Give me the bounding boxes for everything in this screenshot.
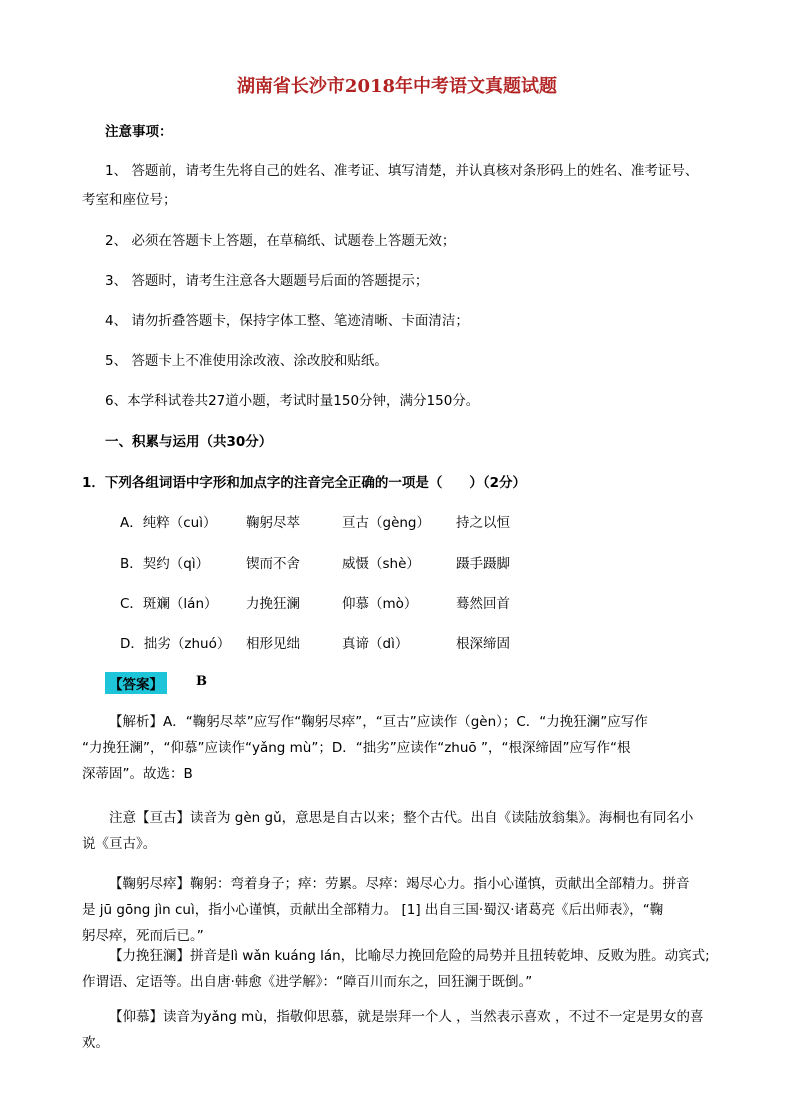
option-a-word2: 鞠躬尽萃 — [246, 515, 300, 531]
note-jugong-line-1: 【鞠躬尽瘁】鞠躬：弯着身子；瘁：劳累。尽瘁：竭尽心力。指小心谨慎，贡献出全部精力。拼音 — [109, 876, 690, 892]
analysis-line-3: 深蒂固”。故选：B — [82, 766, 193, 782]
note-liwan-line-2: 作谓语、定语等。出自唐·韩愈《进学解》：“障百川而东之，回狂澜于既倒。” — [82, 974, 533, 990]
page-title: 湖南省长沙市2018年中考语文真题试题 — [236, 76, 558, 97]
notice-item-6: 6、本学科试卷共27道小题，考试时量150分钟，满分150分。 — [105, 393, 480, 409]
note-gengu — [82, 805, 722, 857]
note-gengu-line-1: 注意【亘古】读音为 gèn gǔ，意思是自古以来；整个古代。出自《读陆放翁集》。海桐也有同名小 — [109, 810, 694, 826]
notice-item-4: 4、 请勿折叠答题卡，保持字体工整、笔迹清晰、卡面清洁； — [105, 313, 469, 329]
analysis-line-1: 【解析】A．“鞠躬尽萃”应写作“鞠躬尽瘁”，“亘古”应读作（gèn）；C．“力挽狂澜”应写作 — [109, 714, 648, 730]
option-b-word2: 锲而不舍 — [246, 556, 300, 572]
answer-value: B — [196, 674, 207, 689]
answer-label: 【答案】 — [105, 672, 167, 694]
option-b-word3: 威慑（shè） — [342, 556, 420, 572]
option-c-text: C．斑斓（lán） — [120, 596, 218, 612]
option-d-word2: 相形见绌 — [246, 636, 300, 652]
option-d-word3: 真谛（dì） — [342, 636, 409, 652]
option-b-text: B．契约（qì） — [120, 556, 210, 572]
note-jugong-line-2: 是 jū gōng jìn cuì，指小心谨慎，贡献出全部精力。 [1] 出自三国·蜀汉·诸葛亮《后出师表》，“鞠 — [82, 902, 664, 918]
notice-item-5: 5、 答题卡上不准使用涂改液、涂改胶和贴纸。 — [105, 353, 388, 369]
analysis-paragraph — [82, 709, 722, 787]
question-1: 1．下列各组词语中字形和加点字的注音完全正确的一项是（ ）（2分） — [82, 475, 527, 491]
notice-heading: 注意事项： — [105, 124, 173, 140]
note-liwan — [82, 943, 722, 995]
option-a-word4: 持之以恒 — [456, 515, 510, 531]
note-jugong-line-3: 躬尽瘁，死而后已。” — [82, 928, 204, 944]
note-yangmu — [82, 1004, 722, 1056]
option-a-text: A．纯粹（cuì） — [120, 515, 217, 531]
note-jugong — [82, 871, 722, 949]
option-d-word4: 根深缔固 — [456, 636, 510, 652]
notice-item-3: 3、 答题时，请考生注意各大题题号后面的答题提示； — [105, 273, 429, 289]
notice-item-2: 2、 必须在答题卡上答题，在草稿纸、试题卷上答题无效； — [105, 233, 456, 249]
section-heading: 一、积累与运用（共30分） — [105, 434, 273, 450]
option-c-word2: 力挽狂澜 — [246, 596, 300, 612]
option-c-word3: 仰慕（mò） — [342, 596, 418, 612]
notice-item-1-cont: 考室和座位号； — [82, 192, 177, 208]
note-yangmu-line-2: 欢。 — [82, 1035, 109, 1051]
note-liwan-line-1: 【力挽狂澜】拼音是lì wǎn kuáng lán，比喻尽力挽回危险的局势并且扭转乾坤、反败为胜。动宾式; — [109, 948, 710, 964]
option-b-word4: 蹑手蹑脚 — [456, 556, 510, 572]
notice-item-1: 1、 答题前，请考生先将自己的姓名、准考证、填写清楚，并认真核对条形码上的姓名、准考证号、 — [105, 163, 699, 179]
analysis-line-2: “力挽狂澜”，“仰慕”应读作“yǎng mù”；D．“拙劣”应读作“zhuō ”，“根深缔固”应写作“根 — [82, 740, 631, 756]
note-yangmu-line-1: 【仰慕】读音为yǎng mù，指敬仰思慕，就是崇拜一个人 ，当然表示喜欢 ，不过不一定是男女的喜 — [109, 1009, 704, 1025]
option-a-word3: 亘古（gèng） — [342, 515, 431, 531]
option-d-text: D．拙劣（zhuó） — [120, 636, 231, 652]
note-gengu-line-2: 说《亘古》。 — [82, 836, 157, 852]
option-c-word4: 蓦然回首 — [456, 596, 510, 612]
